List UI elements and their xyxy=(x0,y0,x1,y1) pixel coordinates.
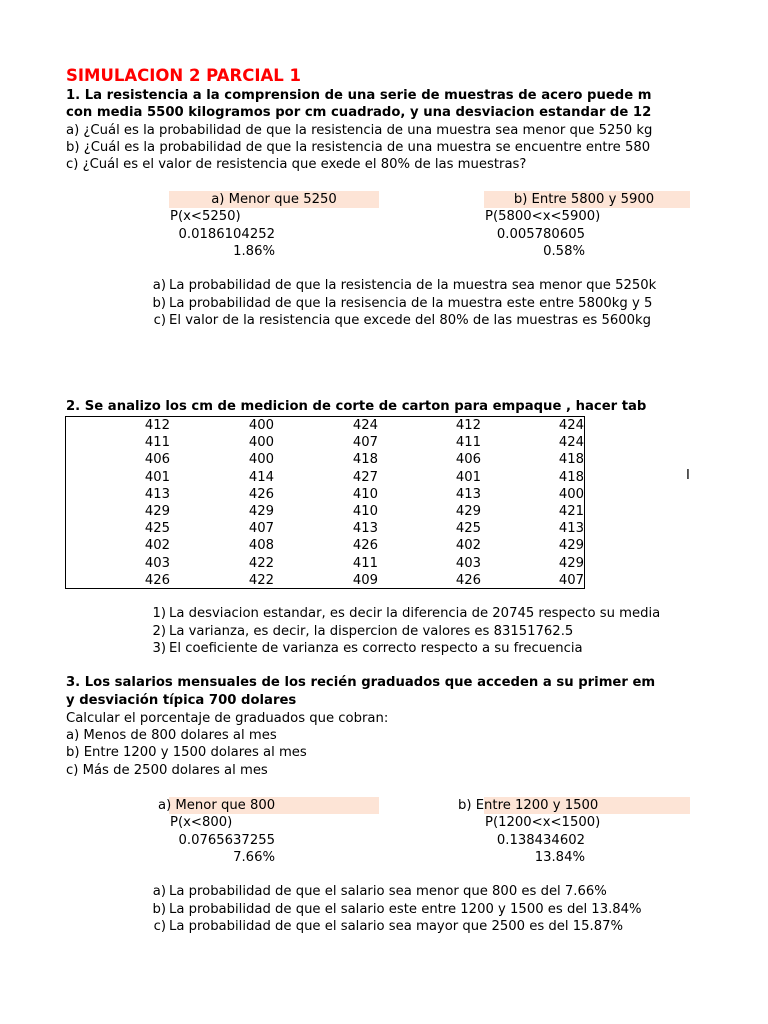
table-cell: 426 xyxy=(455,572,481,588)
problem1-answer-a: La probabilidad de que la resistencia de la muestra sea menor que 5250k xyxy=(169,278,657,293)
problem3-left-expression: P(x<800) xyxy=(170,815,233,830)
table-cell: 413 xyxy=(558,521,584,537)
problem1-left-percent: 1.86% xyxy=(233,244,275,259)
page-title: SIMULACION 2 PARCIAL 1 xyxy=(66,66,301,85)
problem1-answer-b: La probabilidad de que la resisencia de la muestra este entre 5800kg y 5 xyxy=(169,296,653,311)
problem2-answer-2: La varianza, es decir, la dispercion de valores es 83151762.5 xyxy=(169,624,574,639)
problem1-right-header: b) Entre 5800 y 5900 xyxy=(513,192,655,207)
table-cell: 424 xyxy=(558,435,584,451)
table-cell: 429 xyxy=(248,504,274,519)
problem1-question-b: b) ¿Cuál es la probabilidad de que la resistencia de una muestra se encuentre entre 580 xyxy=(66,140,651,155)
problem3-right-expression: P(1200<x<1500) xyxy=(485,815,601,830)
table-cell: 408 xyxy=(248,538,274,554)
problem3-left-header: a) Menor que 800 xyxy=(158,798,276,813)
table-cell: 421 xyxy=(558,504,584,519)
table-cell: 412 xyxy=(455,418,481,433)
table-cell: 410 xyxy=(352,504,378,519)
table-cell: 413 xyxy=(352,521,378,537)
problem3-question-c: c) Más de 2500 dolares al mes xyxy=(66,763,268,778)
table-cell: 426 xyxy=(144,572,170,588)
problem3-instruction: Calcular el porcentaje de graduados que cobran: xyxy=(66,711,389,726)
problem3-statement-line2: y desviación típica 700 dolares xyxy=(66,693,297,708)
table-cell: 407 xyxy=(558,572,584,588)
table-cell: 411 xyxy=(352,555,378,571)
table-cell: 429 xyxy=(455,504,481,519)
table-cell: 403 xyxy=(455,555,481,571)
table-cell: 429 xyxy=(144,504,170,519)
table-cell: 407 xyxy=(352,435,378,451)
problem1-right-value: 0.005780605 xyxy=(496,227,585,242)
problem2-answer-3: El coeficiente de varianza es correcto respecto a su frecuencia xyxy=(169,641,583,656)
table-cell: 424 xyxy=(558,418,584,433)
problem3-right-percent: 13.84% xyxy=(534,850,585,865)
offscreen-column-fragment: I xyxy=(686,468,690,483)
table-cell: 402 xyxy=(455,538,481,554)
problem1-right-header-cell xyxy=(484,191,690,208)
problem3-left-percent: 7.66% xyxy=(233,850,275,865)
table-cell: 400 xyxy=(558,486,584,502)
table-cell: 403 xyxy=(144,555,170,571)
problem3-right-header: b) Entre 1200 y 1500 xyxy=(458,798,599,813)
table-cell: 429 xyxy=(558,555,584,571)
problem1-left-header: a) Menor que 5250 xyxy=(211,192,337,207)
table-cell: 406 xyxy=(144,452,170,468)
problem3-right-value: 0.138434602 xyxy=(496,833,585,848)
table-cell: 429 xyxy=(558,538,584,554)
problem3-answer-c-label: c) xyxy=(153,919,166,934)
table-cell: 406 xyxy=(455,452,481,468)
table-cell: 407 xyxy=(248,521,274,537)
table-cell: 422 xyxy=(248,572,274,588)
table-cell: 426 xyxy=(248,486,274,502)
problem1-question-c: c) ¿Cuál es el valor de resistencia que exede el 80% de las muestras? xyxy=(66,157,527,172)
problem1-answer-b-label: b) xyxy=(152,296,166,311)
table-cell: 426 xyxy=(352,538,378,554)
table-cell: 402 xyxy=(144,538,170,554)
problem1-answer-c: El valor de la resistencia que excede del 80% de las muestras es 5600kg xyxy=(169,313,652,328)
problem3-answer-a-label: a) xyxy=(152,884,166,899)
problem1-right-expression: P(5800<x<5900) xyxy=(485,209,601,224)
table-cell: 425 xyxy=(455,521,481,537)
table-cell: 413 xyxy=(455,486,481,502)
problem3-answer-b-label: b) xyxy=(152,902,166,917)
problem1-left-header-cell xyxy=(169,191,379,208)
table-cell: 418 xyxy=(558,469,584,485)
table-cell: 400 xyxy=(248,452,274,468)
table-cell: 414 xyxy=(248,469,274,485)
problem3-statement-line1: 3. Los salarios mensuales de los recién graduados que acceden a su primer em xyxy=(66,675,656,690)
table-cell: 427 xyxy=(352,469,378,485)
table-cell: 400 xyxy=(248,435,274,451)
table-cell: 401 xyxy=(144,469,170,485)
problem3-answer-b: La probabilidad de que el salario este entre 1200 y 1500 es del 13.84% xyxy=(169,902,642,917)
problem1-answer-a-label: a) xyxy=(152,278,166,293)
problem3-answer-a: La probabilidad de que el salario sea menor que 800 es del 7.66% xyxy=(169,884,607,899)
problem1-question-a: a) ¿Cuál es la probabilidad de que la resistencia de una muestra sea menor que 5250 kg xyxy=(66,123,653,138)
table-cell: 412 xyxy=(144,418,170,433)
table-cell: 411 xyxy=(144,435,170,451)
problem2-answer-1-label: 1) xyxy=(152,606,166,621)
table-cell: 410 xyxy=(352,486,378,502)
table-cell: 411 xyxy=(455,435,481,451)
problem3-question-b: b) Entre 1200 y 1500 dolares al mes xyxy=(66,745,307,760)
problem3-left-value: 0.0765637255 xyxy=(178,833,275,848)
problem1-left-expression: P(x<5250) xyxy=(170,209,241,224)
problem1-statement-line1: 1. La resistencia a la comprension de una serie de muestras de acero puede m xyxy=(66,88,652,103)
table-cell: 409 xyxy=(352,572,378,588)
table-cell: 400 xyxy=(248,418,274,433)
problem1-right-percent: 0.58% xyxy=(543,244,585,259)
problem1-left-value: 0.0186104252 xyxy=(178,227,275,242)
problem1-answer-c-label: c) xyxy=(153,313,166,328)
table-cell: 422 xyxy=(248,555,274,571)
table-cell: 425 xyxy=(144,521,170,537)
measurement-table xyxy=(65,416,585,589)
table-cell: 418 xyxy=(558,452,584,468)
problem3-answer-c: La probabilidad de que el salario sea mayor que 2500 es del 15.87% xyxy=(169,919,624,934)
problem2-answer-2-label: 2) xyxy=(152,624,166,639)
problem2-answer-1: La desviacion estandar, es decir la diferencia de 20745 respecto su media xyxy=(169,606,661,621)
table-cell: 401 xyxy=(455,469,481,485)
problem1-statement-line2: con media 5500 kilogramos por cm cuadrado, y una desviacion estandar de 12 xyxy=(66,105,652,120)
table-cell: 413 xyxy=(144,486,170,502)
problem2-statement: 2. Se analizo los cm de medicion de corte de carton para empaque , hacer tab xyxy=(66,399,647,414)
table-cell: 424 xyxy=(352,418,378,433)
table-cell: 418 xyxy=(352,452,378,468)
problem3-question-a: a) Menos de 800 dolares al mes xyxy=(66,728,277,743)
problem2-answer-3-label: 3) xyxy=(152,641,166,656)
